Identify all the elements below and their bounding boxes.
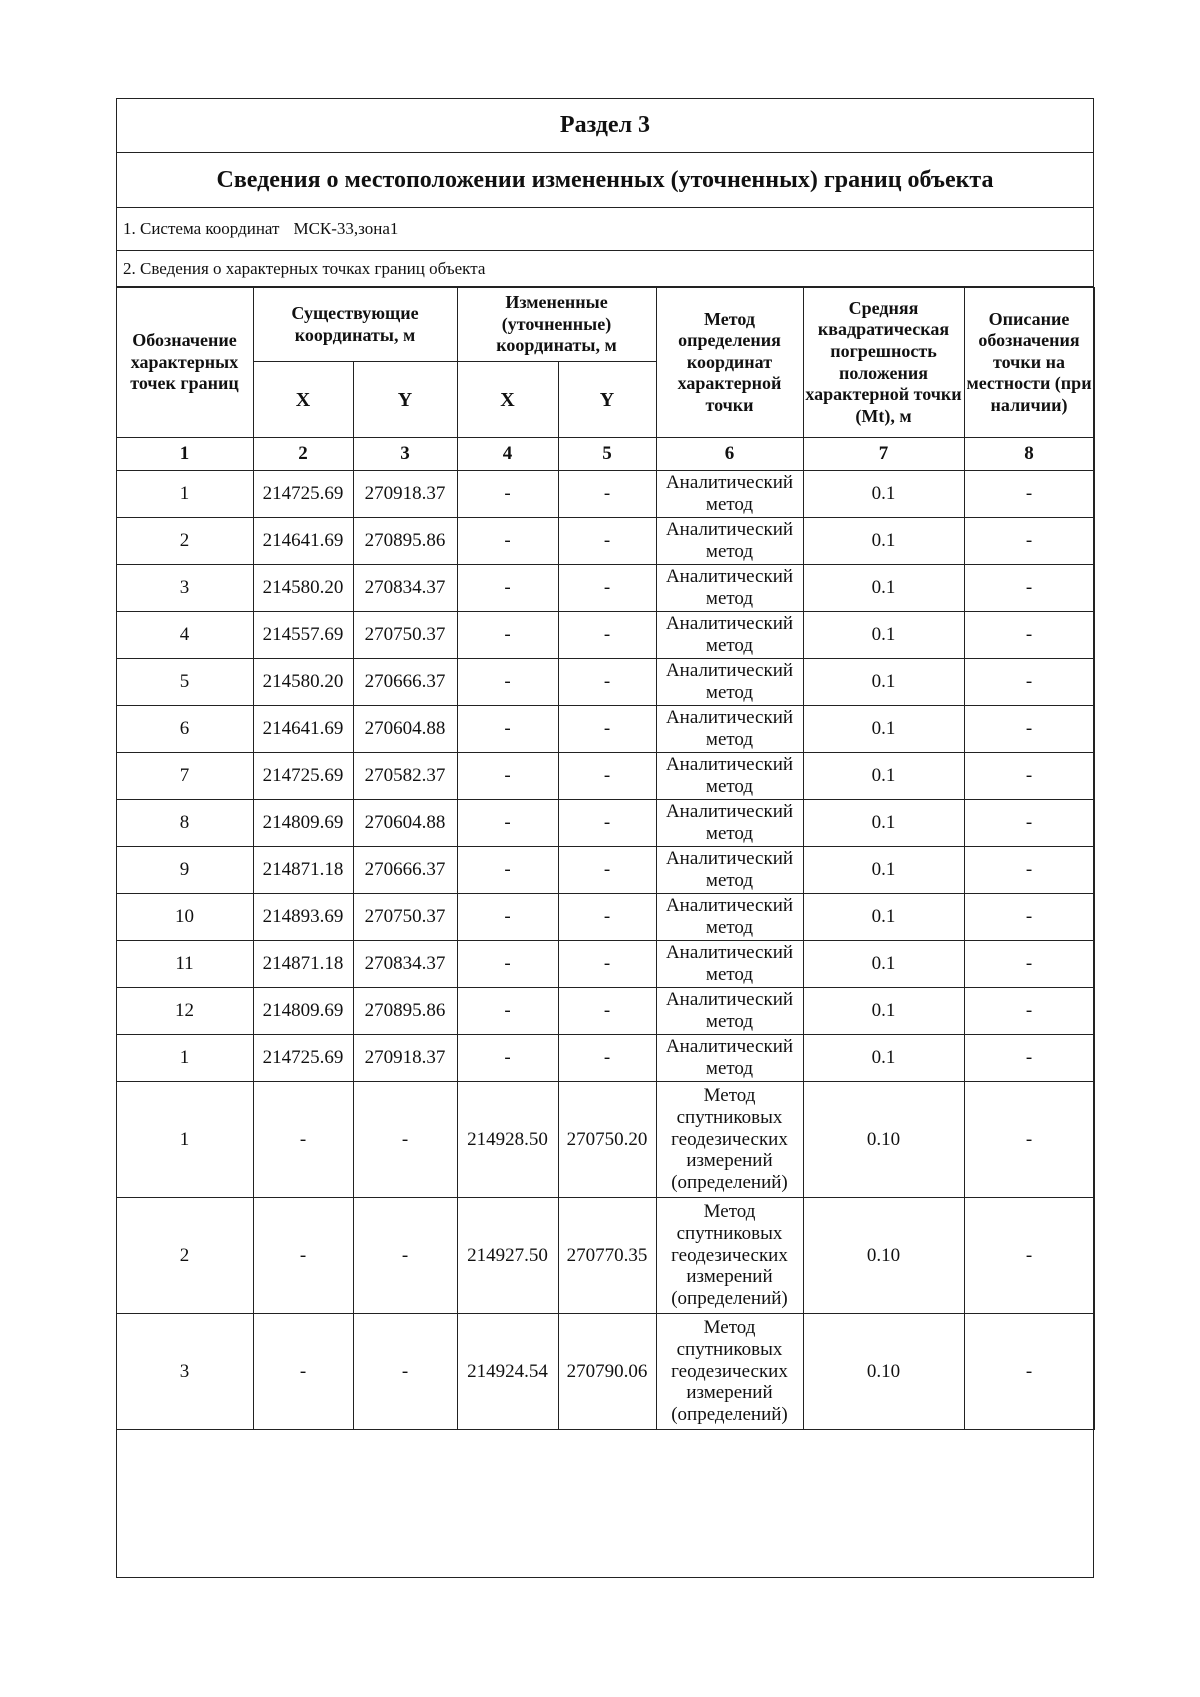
cell-existing-y: 270750.37 xyxy=(353,894,457,941)
cell-method: Аналитический метод xyxy=(656,988,803,1035)
cell-method: Аналитический метод xyxy=(656,612,803,659)
cell-existing-y: 270750.37 xyxy=(353,612,457,659)
cell-description: - xyxy=(964,941,1094,988)
cell-point-id: 5 xyxy=(116,659,253,706)
cell-existing-y: 270834.37 xyxy=(353,565,457,612)
table-row xyxy=(116,1198,1094,1314)
document-subtitle: Сведения о местоположении измененных (уточненных) границ объекта xyxy=(117,153,1093,208)
cell-existing-x: 214893.69 xyxy=(253,894,353,941)
cell-point-id: 3 xyxy=(116,565,253,612)
cell-existing-y: - xyxy=(353,1082,457,1198)
column-number: 6 xyxy=(656,438,803,471)
cell-method: Аналитический метод xyxy=(656,753,803,800)
cell-existing-x: 214871.18 xyxy=(253,941,353,988)
blank-area xyxy=(117,1430,1093,1536)
table-row xyxy=(116,706,1094,753)
cell-mean-error: 0.10 xyxy=(803,1314,964,1430)
table-row xyxy=(116,1035,1094,1082)
cell-existing-x: 214580.20 xyxy=(253,565,353,612)
table-row xyxy=(116,471,1094,518)
header-changed-y: Y xyxy=(558,362,656,438)
cell-description: - xyxy=(964,753,1094,800)
cell-changed-x: - xyxy=(457,565,558,612)
cell-changed-y: - xyxy=(558,941,656,988)
cell-changed-x: - xyxy=(457,706,558,753)
cell-point-id: 9 xyxy=(116,847,253,894)
cell-method: Метод спутниковых геодезических измерений (определений) xyxy=(656,1314,803,1430)
cell-existing-y: 270666.37 xyxy=(353,847,457,894)
column-number: 7 xyxy=(803,438,964,471)
cell-existing-x: 214725.69 xyxy=(253,471,353,518)
cell-mean-error: 0.1 xyxy=(803,847,964,894)
cell-method: Аналитический метод xyxy=(656,471,803,518)
table-row xyxy=(116,800,1094,847)
cell-description: - xyxy=(964,800,1094,847)
table-row xyxy=(116,847,1094,894)
table-row xyxy=(116,941,1094,988)
cell-existing-x: - xyxy=(253,1314,353,1430)
cell-changed-y: - xyxy=(558,894,656,941)
cell-changed-x: - xyxy=(457,988,558,1035)
cell-point-id: 1 xyxy=(116,1035,253,1082)
cell-method: Аналитический метод xyxy=(656,565,803,612)
cell-existing-y: 270834.37 xyxy=(353,941,457,988)
cell-description: - xyxy=(964,659,1094,706)
cell-description: - xyxy=(964,847,1094,894)
cell-point-id: 8 xyxy=(116,800,253,847)
header-existing-x: X xyxy=(253,362,353,438)
cell-changed-x: - xyxy=(457,659,558,706)
cell-point-id: 7 xyxy=(116,753,253,800)
cell-mean-error: 0.1 xyxy=(803,612,964,659)
header-changed-x: X xyxy=(457,362,558,438)
points-table xyxy=(116,287,1095,1430)
coord-system-value: МСК-33,зона1 xyxy=(293,219,399,238)
cell-existing-x: 214580.20 xyxy=(253,659,353,706)
cell-changed-x: - xyxy=(457,800,558,847)
section-title: Раздел 3 xyxy=(117,99,1093,153)
cell-changed-y: - xyxy=(558,800,656,847)
cell-existing-y: - xyxy=(353,1198,457,1314)
cell-existing-x: 214725.69 xyxy=(253,753,353,800)
cell-mean-error: 0.1 xyxy=(803,565,964,612)
table-row xyxy=(116,1082,1094,1198)
cell-existing-x: 214809.69 xyxy=(253,800,353,847)
cell-changed-x: - xyxy=(457,612,558,659)
cell-existing-y: 270895.86 xyxy=(353,988,457,1035)
cell-point-id: 12 xyxy=(116,988,253,1035)
cell-method: Метод спутниковых геодезических измерений (определений) xyxy=(656,1198,803,1314)
table-row xyxy=(116,753,1094,800)
cell-mean-error: 0.1 xyxy=(803,988,964,1035)
cell-changed-x: - xyxy=(457,894,558,941)
cell-mean-error: 0.10 xyxy=(803,1198,964,1314)
cell-changed-y: 270770.35 xyxy=(558,1198,656,1314)
header-method: Метод определения координат характерной точки xyxy=(656,288,803,438)
document-sheet xyxy=(116,98,1094,1578)
cell-mean-error: 0.1 xyxy=(803,941,964,988)
cell-changed-y: - xyxy=(558,1035,656,1082)
cell-existing-y: 270582.37 xyxy=(353,753,457,800)
table-row xyxy=(116,518,1094,565)
cell-mean-error: 0.1 xyxy=(803,518,964,565)
cell-changed-x: - xyxy=(457,1035,558,1082)
cell-mean-error: 0.1 xyxy=(803,800,964,847)
cell-existing-y: 270604.88 xyxy=(353,800,457,847)
cell-changed-x: 214928.50 xyxy=(457,1082,558,1198)
cell-existing-y: 270895.86 xyxy=(353,518,457,565)
cell-changed-y: - xyxy=(558,612,656,659)
cell-mean-error: 0.1 xyxy=(803,659,964,706)
cell-method: Метод спутниковых геодезических измерений (определений) xyxy=(656,1082,803,1198)
cell-method: Аналитический метод xyxy=(656,706,803,753)
cell-existing-x: 214871.18 xyxy=(253,847,353,894)
cell-point-id: 11 xyxy=(116,941,253,988)
cell-point-id: 4 xyxy=(116,612,253,659)
cell-description: - xyxy=(964,988,1094,1035)
table-row xyxy=(116,565,1094,612)
table-row xyxy=(116,894,1094,941)
cell-changed-y: 270750.20 xyxy=(558,1082,656,1198)
cell-mean-error: 0.1 xyxy=(803,1035,964,1082)
cell-changed-y: - xyxy=(558,988,656,1035)
cell-method: Аналитический метод xyxy=(656,800,803,847)
cell-existing-x: 214641.69 xyxy=(253,518,353,565)
cell-existing-y: 270918.37 xyxy=(353,471,457,518)
cell-existing-x: - xyxy=(253,1198,353,1314)
cell-description: - xyxy=(964,518,1094,565)
cell-changed-x: - xyxy=(457,941,558,988)
cell-changed-y: - xyxy=(558,565,656,612)
header-existing-y: Y xyxy=(353,362,457,438)
cell-changed-x: - xyxy=(457,518,558,565)
cell-existing-x: - xyxy=(253,1082,353,1198)
cell-changed-x: - xyxy=(457,753,558,800)
cell-changed-y: - xyxy=(558,847,656,894)
cell-changed-y: - xyxy=(558,753,656,800)
table-row xyxy=(116,659,1094,706)
cell-description: - xyxy=(964,894,1094,941)
table-row xyxy=(116,612,1094,659)
cell-existing-x: 214557.69 xyxy=(253,612,353,659)
cell-mean-error: 0.1 xyxy=(803,894,964,941)
cell-existing-y: 270918.37 xyxy=(353,1035,457,1082)
column-number: 4 xyxy=(457,438,558,471)
cell-mean-error: 0.1 xyxy=(803,471,964,518)
cell-existing-y: - xyxy=(353,1314,457,1430)
cell-point-id: 2 xyxy=(116,1198,253,1314)
cell-description: - xyxy=(964,1198,1094,1314)
column-number: 5 xyxy=(558,438,656,471)
cell-changed-x: - xyxy=(457,471,558,518)
cell-mean-error: 0.10 xyxy=(803,1082,964,1198)
cell-changed-y: - xyxy=(558,471,656,518)
cell-changed-x: 214927.50 xyxy=(457,1198,558,1314)
cell-description: - xyxy=(964,1314,1094,1430)
table-row xyxy=(116,1314,1094,1430)
cell-method: Аналитический метод xyxy=(656,847,803,894)
header-description: Описание обозначения точки на местности (при наличии) xyxy=(964,288,1094,438)
cell-method: Аналитический метод xyxy=(656,518,803,565)
header-changed: Измененные (уточненные) координаты, м xyxy=(457,288,656,362)
cell-method: Аналитический метод xyxy=(656,659,803,706)
cell-method: Аналитический метод xyxy=(656,894,803,941)
cell-changed-x: - xyxy=(457,847,558,894)
points-heading: 2. Сведения о характерных точках границ объекта xyxy=(117,251,1093,287)
header-designation: Обозначение характерных точек границ xyxy=(116,288,253,438)
cell-description: - xyxy=(964,1035,1094,1082)
cell-point-id: 1 xyxy=(116,1082,253,1198)
cell-changed-y: - xyxy=(558,518,656,565)
cell-mean-error: 0.1 xyxy=(803,753,964,800)
cell-existing-y: 270604.88 xyxy=(353,706,457,753)
cell-changed-y: - xyxy=(558,706,656,753)
cell-description: - xyxy=(964,565,1094,612)
cell-existing-x: 214725.69 xyxy=(253,1035,353,1082)
cell-existing-x: 214641.69 xyxy=(253,706,353,753)
cell-description: - xyxy=(964,1082,1094,1198)
column-number: 2 xyxy=(253,438,353,471)
header-error: Средняя квадратическая погрешность положения характерной точки (Mt), м xyxy=(803,288,964,438)
cell-description: - xyxy=(964,471,1094,518)
cell-changed-x: 214924.54 xyxy=(457,1314,558,1430)
cell-existing-y: 270666.37 xyxy=(353,659,457,706)
cell-point-id: 3 xyxy=(116,1314,253,1430)
cell-method: Аналитический метод xyxy=(656,941,803,988)
header-existing: Существующие координаты, м xyxy=(253,288,457,362)
column-numbers-row xyxy=(116,438,1094,471)
cell-point-id: 10 xyxy=(116,894,253,941)
column-number: 1 xyxy=(116,438,253,471)
cell-point-id: 1 xyxy=(116,471,253,518)
cell-changed-y: 270790.06 xyxy=(558,1314,656,1430)
cell-mean-error: 0.1 xyxy=(803,706,964,753)
coord-system-label: 1. Система координат xyxy=(123,219,280,238)
table-row xyxy=(116,988,1094,1035)
cell-point-id: 6 xyxy=(116,706,253,753)
cell-existing-x: 214809.69 xyxy=(253,988,353,1035)
cell-changed-y: - xyxy=(558,659,656,706)
column-number: 3 xyxy=(353,438,457,471)
cell-description: - xyxy=(964,706,1094,753)
cell-method: Аналитический метод xyxy=(656,1035,803,1082)
coord-system-line xyxy=(117,208,1093,251)
column-number: 8 xyxy=(964,438,1094,471)
cell-point-id: 2 xyxy=(116,518,253,565)
cell-description: - xyxy=(964,612,1094,659)
